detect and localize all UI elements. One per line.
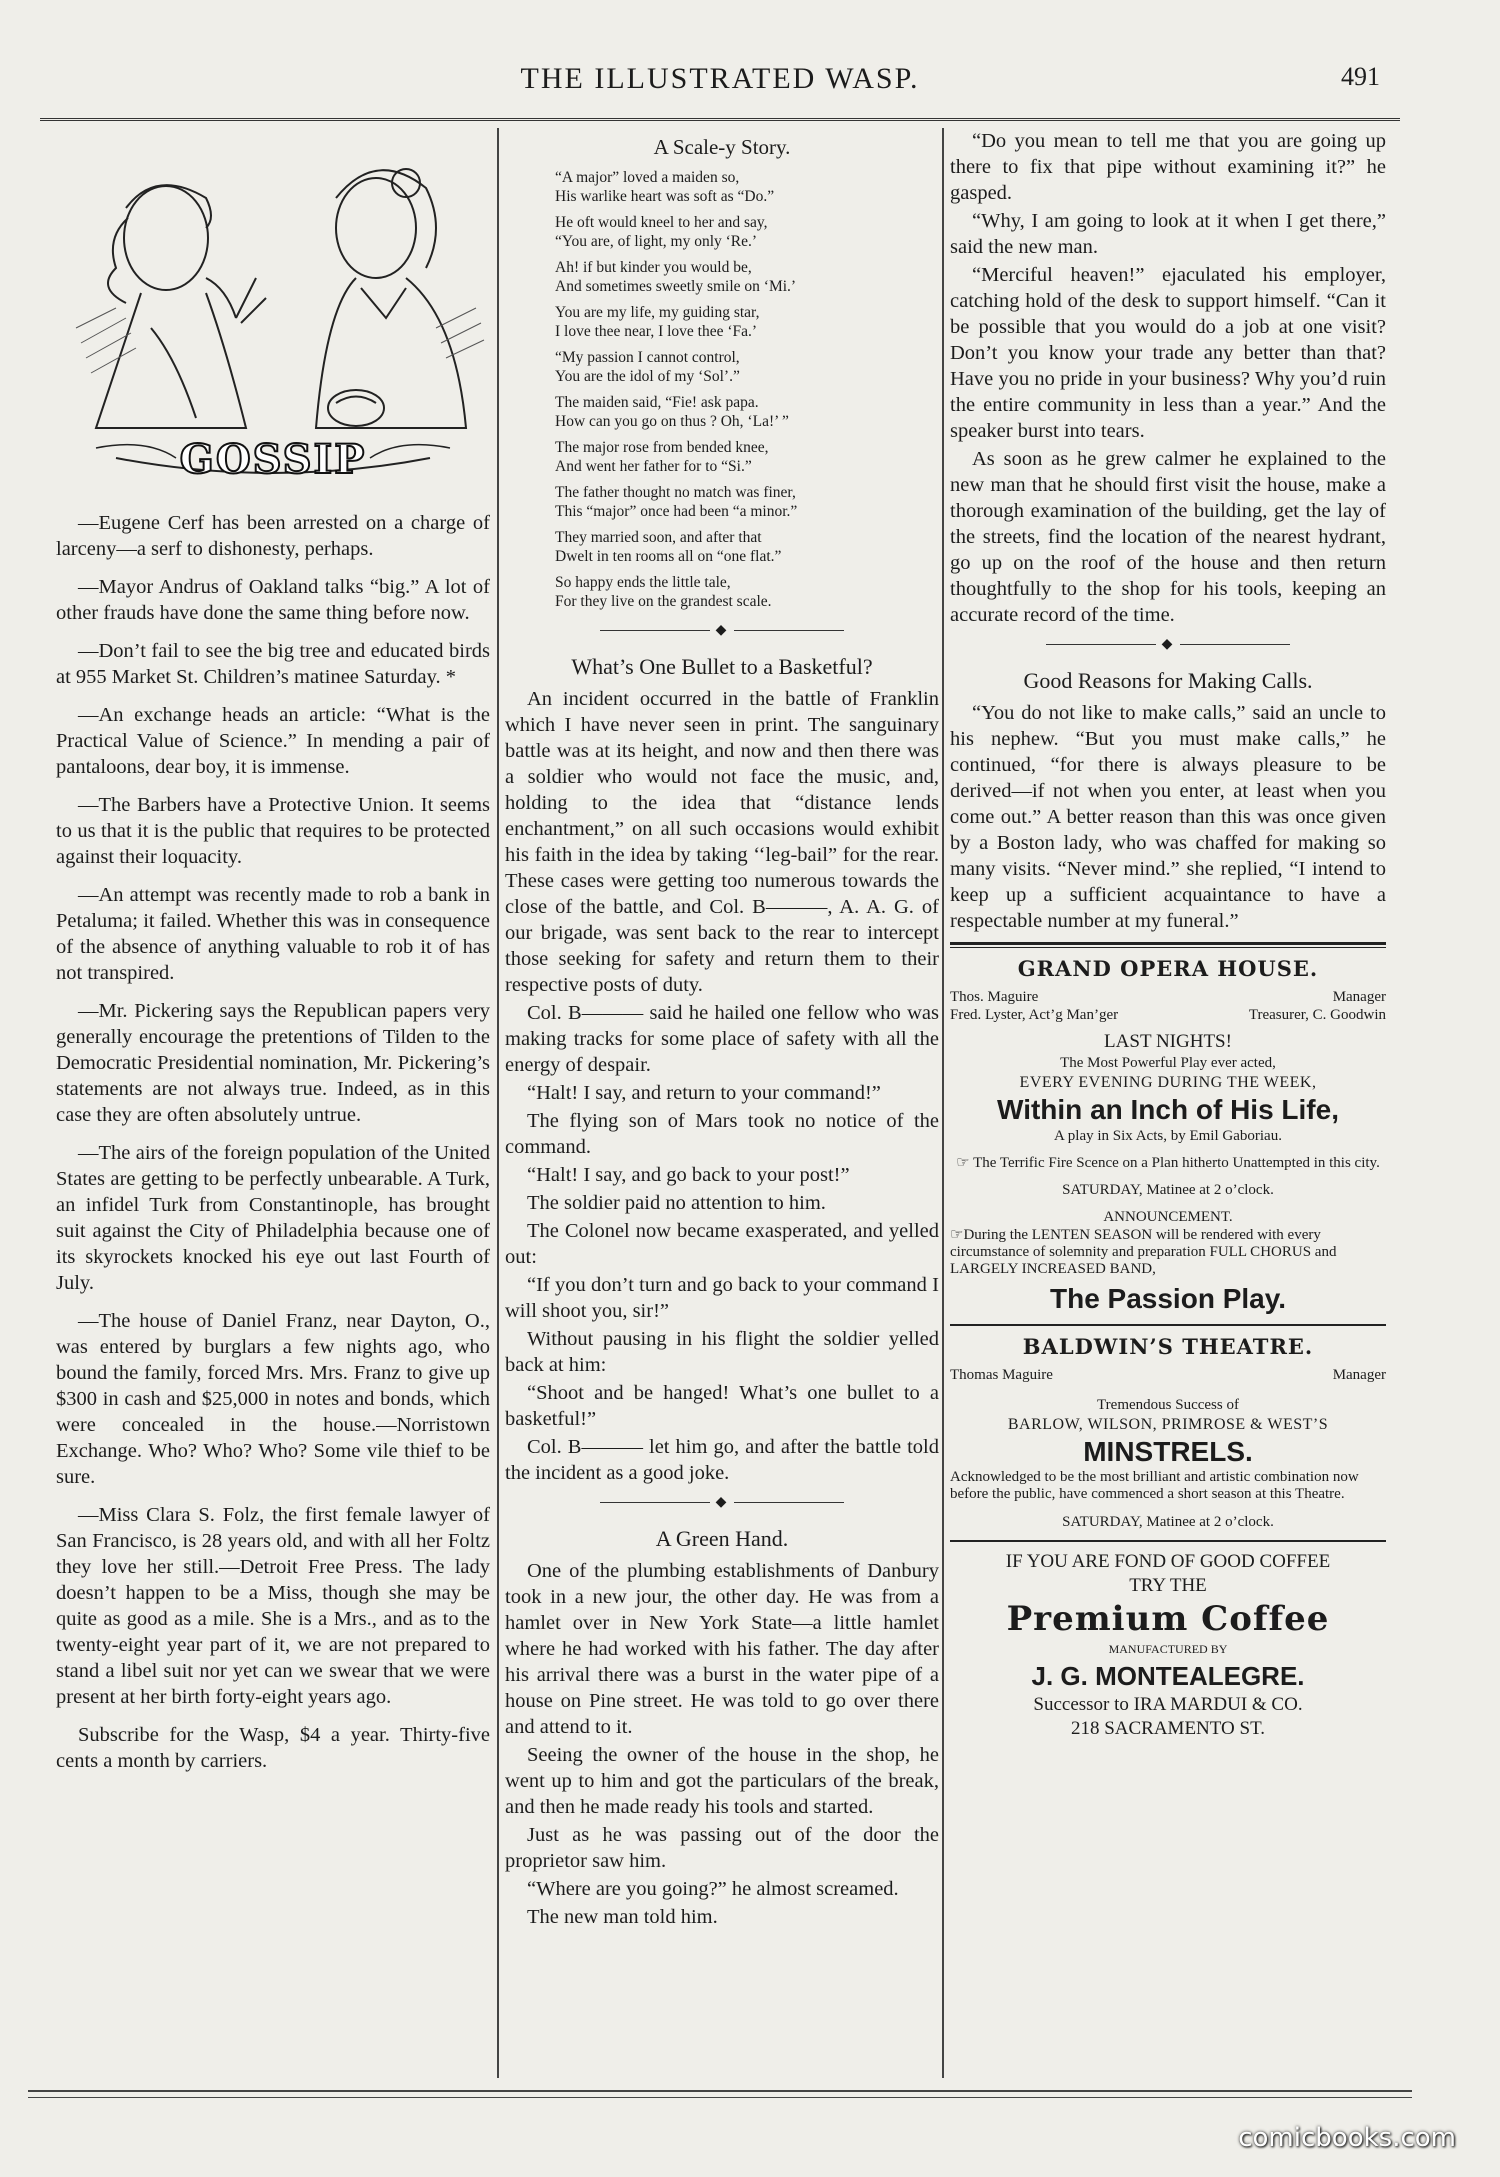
- article-paragraph: The new man told him.: [527, 1906, 718, 1928]
- column-rule: [942, 128, 944, 2078]
- gossip-item: —An attempt was recently made to rob a bank in Petaluma; it failed. Whether this was in consequence of the absence of anything valuable to rob it of has not transpired.: [56, 884, 490, 984]
- gossip-item: —An exchange heads an article: “What is the Practical Value of Science.” In mending a pair of pantaloons, dear boy, it is immense.: [56, 704, 490, 778]
- separator-ornament: ◆: [505, 1490, 939, 1516]
- ad-text: SATURDAY, Matinee at 2 o’clock.: [1062, 1182, 1274, 1198]
- article-paragraph: The Colonel now became exasperated, and yelled out:: [505, 1220, 939, 1268]
- ad-title: BALDWIN’S THEATRE.: [1022, 1334, 1314, 1359]
- play-title: Within an Inch of His Life,: [997, 1094, 1339, 1125]
- article-paragraph: “Shoot and be hanged! What’s one bullet to a basketful!”: [505, 1382, 939, 1430]
- article-paragraph: Just as he was passing out of the door the proprietor saw him.: [505, 1824, 939, 1872]
- poem-stanza: The major rose from bended knee, And went her father for to “Si.”: [555, 439, 769, 475]
- baldwins-theatre-ad: [950, 1334, 1386, 1532]
- ad-text: BARLOW, WILSON, PRIMROSE & WEST’S: [1007, 1416, 1329, 1433]
- ad-text: IF YOU ARE FOND OF GOOD COFFEE: [1005, 1551, 1331, 1572]
- pointing-hand-icon: ☞: [956, 1155, 970, 1171]
- pointing-hand-icon: ☞: [950, 1227, 964, 1243]
- poem-stanza: “My passion I cannot control, You are the idol of my ‘Sol’.”: [555, 349, 740, 385]
- article-paragraph: “Halt! I say, and return to your command!”: [527, 1082, 881, 1104]
- gossip-engraving-icon: [56, 128, 490, 500]
- gossip-illustration: [56, 128, 490, 500]
- ad-text: MANUFACTURED BY: [1108, 1642, 1228, 1656]
- article-title: What’s One Bullet to a Basketful?: [571, 654, 873, 679]
- coffee-brand: Premium Coffee: [1006, 1599, 1330, 1639]
- gossip-item: —Mayor Andrus of Oakland talks “big.” A lot of other frauds have done the same thing before now.: [56, 576, 490, 624]
- ad-row: Thos. Maguire Manager: [950, 989, 1386, 1005]
- ad-text: EVERY EVENING DURING THE WEEK,: [1019, 1074, 1317, 1091]
- poem-stanza: The father thought no match was finer, This “major” once had been “a minor.”: [555, 484, 798, 520]
- gossip-item: —Don’t fail to see the big tree and educated birds at 955 Market St. Children’s matinee Saturday. *: [56, 640, 490, 688]
- ad-divider: [950, 1540, 1386, 1542]
- column-2: [505, 128, 939, 2063]
- ad-text: LAST NIGHTS!: [1104, 1031, 1232, 1052]
- ad-row: Thomas Maguire Manager: [950, 1367, 1386, 1383]
- ad-row: Fred. Lyster, Act’g Man’ger Treasurer, C. Goodwin: [950, 1007, 1386, 1023]
- gossip-title: GOSSIP: [179, 436, 367, 483]
- masthead-title: THE ILLUSTRATED WASP.: [520, 62, 920, 95]
- poem-stanza: The maiden said, “Fie! ask papa. How can you go on thus ? Oh, ‘La!’ ”: [555, 394, 789, 430]
- ad-title: MINSTRELS.: [1083, 1436, 1253, 1467]
- gossip-item: —Miss Clara S. Folz, the first female lawyer of San Francisco, is 28 years old, and with all her Foltz they love her still.—Detroit Free Press. The lady doesn’t happen to be a Miss, though she may be quite as good as a mile. She is a Mrs., and as to the twenty-eight year part of it, we are not prepared to stand a libel suit nor yet can we swear that we were present at her birth forty-eight years ago.: [56, 1504, 490, 1708]
- ad-text: SATURDAY, Matinee at 2 o’clock.: [1062, 1514, 1274, 1530]
- article-paragraph: The flying son of Mars took no notice of the command.: [505, 1110, 939, 1158]
- ad-text: The Most Powerful Play ever acted,: [1060, 1055, 1276, 1071]
- poem-stanza: So happy ends the little tale, For they live on the grandest scale.: [555, 574, 772, 610]
- poem-stanza: They married soon, and after that Dwelt in ten rooms all on “one flat.”: [555, 529, 782, 565]
- article-paragraph: “Where are you going?” he almost screamed.: [527, 1878, 899, 1900]
- column-3: [950, 128, 1386, 2063]
- ad-text: Successor to IRA MARDUI & CO.: [1033, 1694, 1303, 1715]
- page-header: [40, 62, 1400, 102]
- watermark: comicbooks.com: [1238, 2123, 1456, 2153]
- ad-text: ☞During the LENTEN SEASON will be rendered with every circumstance of solemnity and preparation FULL CHORUS and LARGELY INCREASED BAND,: [950, 1227, 1337, 1277]
- article-paragraph: Col. B——— said he hailed one fellow who was making tracks for some place of safety with all the energy of despair.: [505, 1002, 939, 1076]
- grand-opera-house-ad: [950, 956, 1386, 1316]
- ad-text: Tremendous Success of: [1097, 1397, 1239, 1413]
- ad-text: Acknowledged to be the most brilliant and artistic combination now before the public, have commenced a short season at this Theatre.: [950, 1469, 1359, 1502]
- gossip-item: —Mr. Pickering says the Republican papers very generally encourage the pretentions of Tilden to the Democratic Presidential nomination, Mr. Pickering’s statements are not always true. Indeed, as in this case they are often absolutely untrue.: [56, 1000, 490, 1126]
- ad-text: ANNOUNCEMENT.: [1103, 1209, 1233, 1225]
- separator-ornament: ◆: [505, 618, 939, 644]
- gossip-item: —Eugene Cerf has been arrested on a charge of larceny—a serf to dishonesty, perhaps.: [56, 512, 490, 560]
- gossip-item: —The house of Daniel Franz, near Dayton, O., was entered by burglars a few nights ago, who bound the family, forced Mrs. Mrs. Franz to give up $300 in cash and $25,000 in notes and bonds, which were concealed in the house.—Norristown Exchange. Who? Who? Who? Some vile thief to be sure.: [56, 1310, 490, 1488]
- poem-stanza: “A major” loved a maiden so, His warlike heart was soft as “Do.”: [555, 169, 775, 205]
- ad-title: The Passion Play.: [1049, 1283, 1287, 1314]
- premium-coffee-ad: [950, 1550, 1386, 1741]
- article-paragraph: Seeing the owner of the house in the shop, he went up to him and got the particulars of the break, and then he made ready his tools and started.: [505, 1744, 939, 1818]
- poem-stanza: He oft would kneel to her and say, “You are, of light, my only ‘Re.’: [555, 214, 768, 250]
- article-title: Good Reasons for Making Calls.: [1023, 668, 1313, 693]
- article-paragraph: “You do not like to make calls,” said an uncle to his nephew. “But you must make calls,” he continued, “for there is always pleasure to be derived—if not when you enter, at least when you come out.” A better reason than this was once given by a Boston lady, who was chaffed for making so many visits. “Never mind.” she replied, “I intend to keep up a sufficient acquaintance to have a respectable number at my funeral.”: [950, 702, 1386, 932]
- column-1: [56, 128, 490, 2063]
- article-paragraph: The soldier paid no attention to him.: [527, 1192, 826, 1214]
- bottom-rule: [28, 2090, 1412, 2098]
- ad-text: 218 SACRAMENTO ST.: [1070, 1718, 1266, 1739]
- page-number: 491: [1341, 62, 1380, 91]
- poem-stanza: You are my life, my guiding star, I love thee near, I love thee ‘Fa.’: [555, 304, 760, 340]
- article-paragraph: “If you don’t turn and go back to your command I will shoot you, sir!”: [505, 1274, 939, 1322]
- ad-text: A play in Six Acts, by Emil Gaboriau.: [1054, 1128, 1282, 1144]
- article-paragraph: Without pausing in his flight the soldier yelled back at him:: [505, 1328, 939, 1376]
- gossip-item: —The airs of the foreign population of the United States are getting to be perfectly unbearable. A Turk, an infidel Turk from Constantinople, has brought suit against the City of Philadelphia because one of its skyrockets knocked his eye out last Fourth of July.: [56, 1142, 490, 1294]
- article-paragraph: An incident occurred in the battle of Franklin which I have never seen in print. The sanguinary battle was at its height, and now and then there was a soldier who would not face the music, and, holding to the idea that “distance lends enchantment,” on all such occasions would exhibit his faith in the idea by taking ‘‘leg-bail” for the rear. These cases were getting too numerous towards the close of the battle, and Col. B———, A. A. G. of our brigade, was sent back to the rear to intercept those seeking for safety and return them to their respective posts of duty.: [505, 688, 939, 996]
- poem-stanza: Ah! if but kinder you would be, And sometimes sweetly smile on ‘Mi.’: [555, 259, 797, 295]
- subscription-notice: Subscribe for the Wasp, $4 a year. Thirty-five cents a month by carriers.: [56, 1724, 490, 1772]
- poem: [505, 168, 939, 611]
- poem-title: A Scale-y Story.: [653, 135, 791, 159]
- article-paragraph: As soon as he grew calmer he explained to the new man that he should first visit the house, make a thorough examination of the building, get the lay of the streets, find the location of the nearest hydrant, go up on the roof of the house and then return thoughtfully to the shop for his tools, keeping an accurate record of the time.: [950, 448, 1386, 626]
- ad-title: J. G. MONTEALEGRE.: [1031, 1661, 1305, 1691]
- column-rule: [497, 128, 499, 2078]
- ad-divider: [950, 942, 1386, 948]
- article-paragraph: “Why, I am going to look at it when I get there,” said the new man.: [950, 210, 1386, 258]
- article-paragraph: “Merciful heaven!” ejaculated his employer, catching hold of the desk to support himself. “Can it be possible that you would do a job at one visit? Don’t you know your trade any better than that? Have you no pride in your business? Why you’d ruin the entire community in less than a year.” And the speaker burst into tears.: [950, 264, 1386, 442]
- article-paragraph: Col. B——— let him go, and after the battle told the incident as a good joke.: [505, 1436, 939, 1484]
- article-paragraph: “Do you mean to tell me that you are going up there to fix that pipe without examining it?” he gasped.: [950, 130, 1386, 204]
- ad-divider: [950, 1324, 1386, 1326]
- article-title: A Green Hand.: [655, 1526, 789, 1551]
- ad-text: ☞ The Terrific Fire Scence on a Plan hitherto Unattempted in this city.: [956, 1155, 1380, 1171]
- article-paragraph: “Halt! I say, and go back to your post!”: [527, 1164, 850, 1186]
- article-paragraph: One of the plumbing establishments of Danbury took in a new jour, the other day. He was from a hamlet over in New York State—a little hamlet where he had worked with his father. The day after his arrival there was a burst in the water pipe of a house on Pine street. He was told to go over there and attend to it.: [505, 1560, 939, 1738]
- ad-text: TRY THE: [1129, 1575, 1207, 1596]
- ad-title: GRAND OPERA HOUSE.: [1017, 956, 1319, 981]
- separator-ornament: ◆: [950, 632, 1386, 658]
- gossip-item: —The Barbers have a Protective Union. It seems to us that it is the public that requires to be protected against their loquacity.: [56, 794, 490, 868]
